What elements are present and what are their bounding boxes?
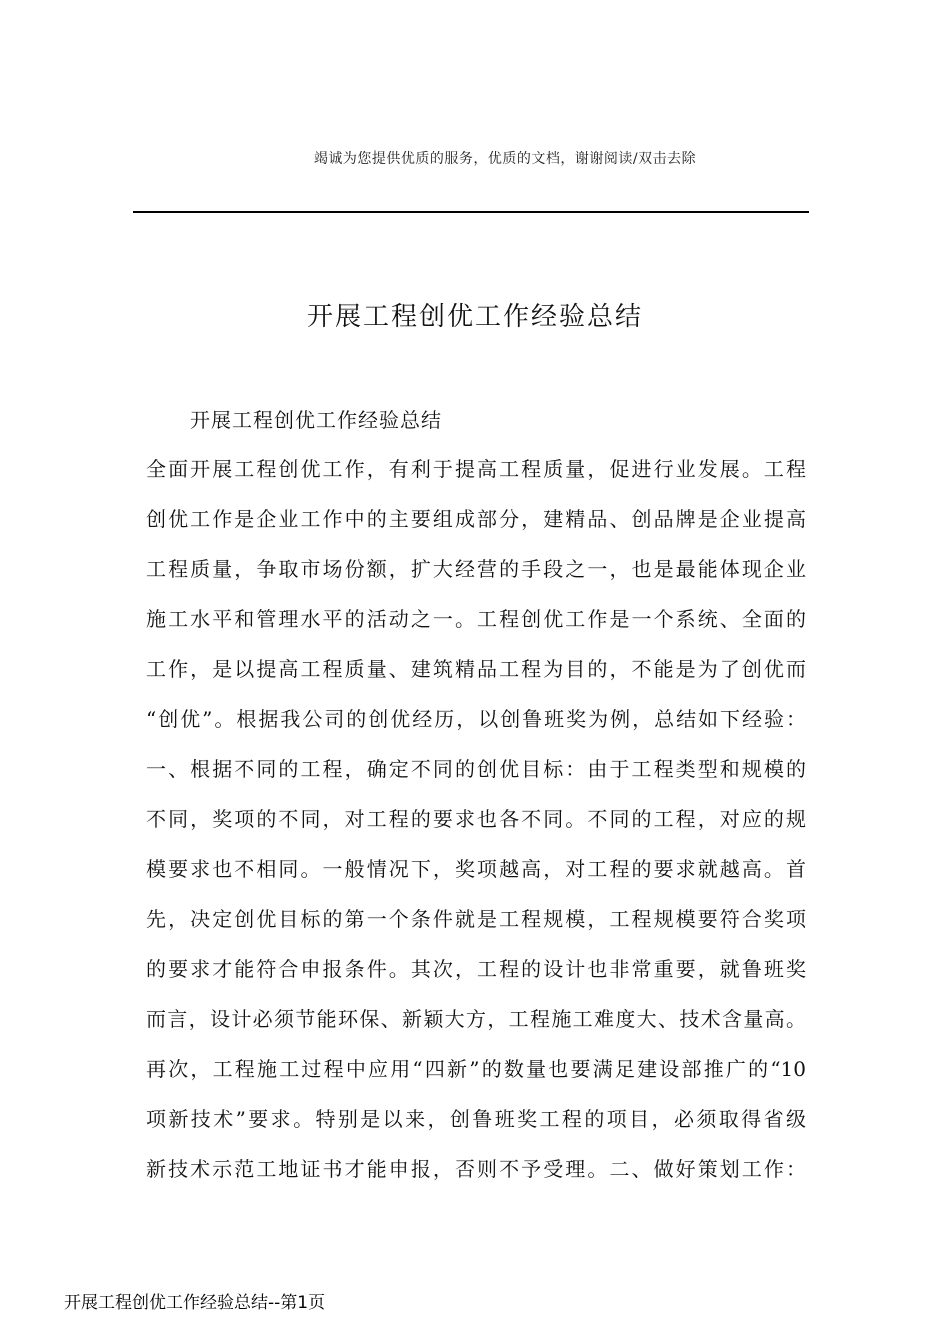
body-line: “创优”。根据我公司的创优经历，以创鲁班奖为例，总结如下经验： [146,707,806,731]
document-subheading: 开展工程创优工作经验总结 [190,408,442,432]
body-line: 项新技术”要求。特别是以来，创鲁班奖工程的项目，必须取得省级 [146,1107,806,1131]
body-text [146,452,806,1202]
body-line: 工程质量，争取市场份额，扩大经营的手段之一，也是最能体现企业 [146,557,806,581]
body-line: 模要求也不相同。一般情况下，奖项越高，对工程的要求就越高。首 [146,857,806,881]
header-note: 竭诚为您提供优质的服务，优质的文档，谢谢阅读/双击去除 [313,151,697,167]
body-line: 不同，奖项的不同，对工程的要求也各不同。不同的工程，对应的规 [146,807,806,831]
page-footer: 开展工程创优工作经验总结--第1页 [64,1293,326,1313]
body-line: 施工水平和管理水平的活动之一。工程创优工作是一个系统、全面的 [146,607,806,631]
body-line: 而言，设计必须节能环保、新颖大方，工程施工难度大、技术含量高。 [146,1007,806,1031]
header-divider [133,211,809,213]
body-line: 再次，工程施工过程中应用“四新”的数量也要满足建设部推广的“10 [146,1057,806,1081]
body-line: 的要求才能符合申报条件。其次，工程的设计也非常重要，就鲁班奖 [146,957,806,981]
body-line: 创优工作是企业工作中的主要组成部分，建精品、创品牌是企业提高 [146,507,806,531]
body-line: 工作，是以提高工程质量、建筑精品工程为目的，不能是为了创优而 [146,657,806,681]
body-line: 新技术示范工地证书才能申报，否则不予受理。二、做好策划工作： [146,1157,806,1181]
document-title: 开展工程创优工作经验总结 [306,302,643,332]
body-line: 全面开展工程创优工作，有利于提高工程质量，促进行业发展。工程 [146,457,806,481]
body-line: 一、根据不同的工程，确定不同的创优目标：由于工程类型和规模的 [146,757,806,781]
body-line: 先，决定创优目标的第一个条件就是工程规模，工程规模要符合奖项 [146,907,806,931]
